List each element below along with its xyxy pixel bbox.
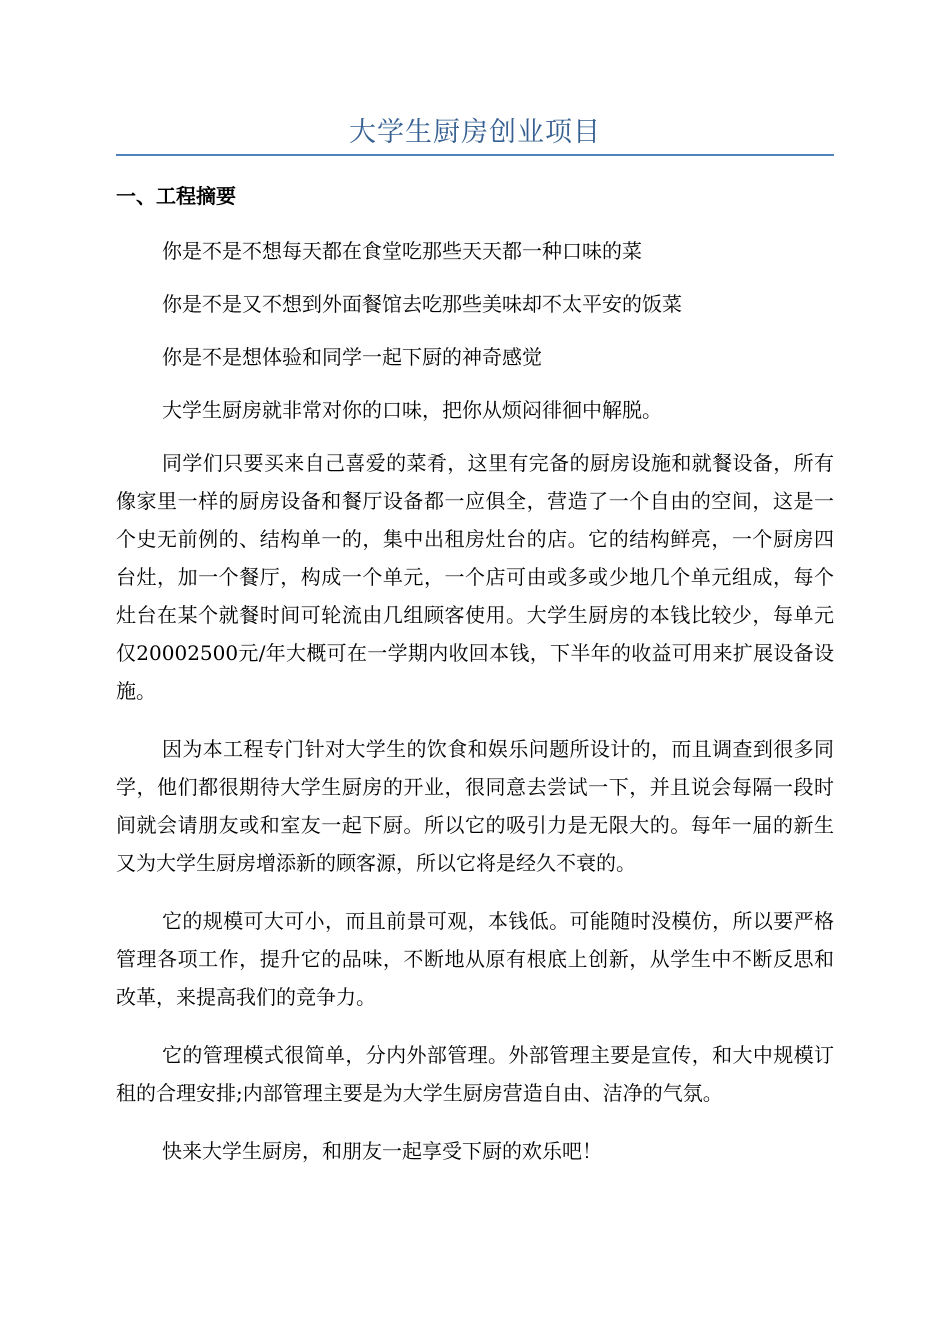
intro-line: 大学生厨房就非常对你的口味，把你从烦闷徘徊中解脱。 <box>162 398 662 422</box>
intro-line: 你是不是想体验和同学一起下厨的神奇感觉 <box>162 345 542 369</box>
body-paragraph: 因为本工程专门针对大学生的饮食和娱乐问题所设计的，而且调查到很多同学，他们都很期待大学生厨房的开业，很同意去尝试一下，并且说会每隔一段时间就会请朋友或和室友一起下厨。所以它的吸引力是无限大的。每年一届的新生又为大学生厨房增添新的顾客源，所以它将是经久不衰的。 <box>116 737 834 875</box>
intro-line: 你是不是不想每天都在食堂吃那些天天都一种口味的菜 <box>162 239 642 263</box>
closing-line: 快来大学生厨房，和朋友一起享受下厨的欢乐吧！ <box>162 1139 602 1163</box>
document-page <box>116 0 834 1170</box>
body-paragraph: 它的规模可大可小，而且前景可观，本钱低。可能随时没模仿，所以要严格管理各项工作，提升它的品味，不断地从原有根底上创新，从学生中不断反思和改革，来提高我们的竞争力。 <box>116 909 834 1009</box>
intro-line: 你是不是又不想到外面餐馆去吃那些美味却不太平安的饭菜 <box>162 292 682 316</box>
title-underline-rule <box>116 154 834 156</box>
section-heading: 一、工程摘要 <box>116 184 236 208</box>
body-paragraph: 它的管理模式很简单，分内外部管理。外部管理主要是宣传，和大中规模订租的合理安排;内部管理主要是为大学生厨房营造自由、洁净的气氛。 <box>116 1043 834 1105</box>
document-title: 大学生厨房创业项目 <box>349 117 601 148</box>
body-paragraph: 同学们只要买来自己喜爱的菜肴，这里有完备的厨房设施和就餐设备，所有像家里一样的厨房设备和餐厅设备都一应俱全，营造了一个自由的空间，这是一个史无前例的、结构单一的，集中出租房灶台的店。它的结构鲜亮，一个厨房四台灶，加一个餐厅，构成一个单元，一个店可由或多或少地几个单元组成，每个灶台在某个就餐时间可轮流由几组顾客使用。大学生厨房的本钱比较少，每单元仅20002500元/年大概可在一学期内收回本钱，下半年的收益可用来扩展设备设施。 <box>116 451 834 703</box>
